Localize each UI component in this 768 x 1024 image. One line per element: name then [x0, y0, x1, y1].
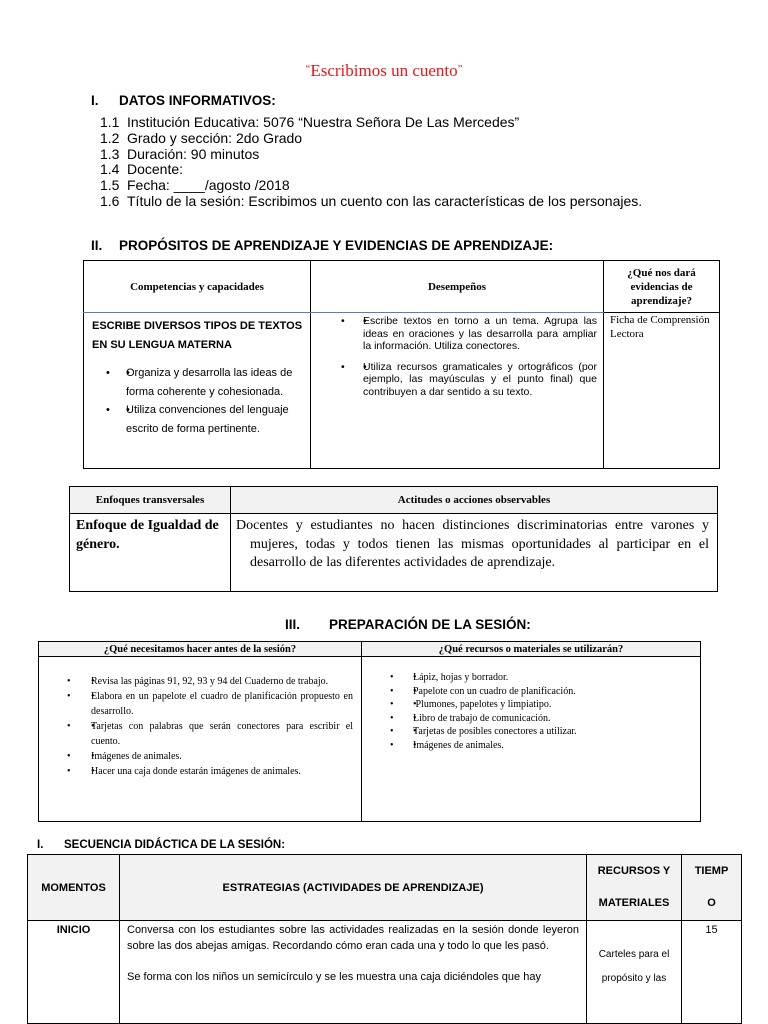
section-heading-preparacion: III. PREPARACIÓN DE LA SESIÓN:	[285, 617, 531, 632]
antes-item: • • Tarjetas con palabras que serán conectores para escribir el cuento.	[39, 719, 353, 749]
recursos-inicio: Carteles para el propósito y las	[587, 921, 682, 1024]
col-desempenos-header: Desempeños	[311, 261, 604, 313]
actitud-cell: Docentes y estudiantes no hacen distinciones discriminatorias entre varones y mujeres, todas y todos tienen las mismas oportunidades al participar en el desarrollo de las diferentes actividades de aprendizaje.	[231, 514, 718, 592]
preparacion-table	[38, 641, 701, 822]
col-recursos-materiales-header: RECURSOS Y MATERIALES	[587, 855, 682, 921]
datos-item: 1.5 Fecha: ____/agosto /2018	[100, 177, 290, 194]
session-title: “Escribimos un cuento”	[305, 61, 463, 80]
col-competencias-header: Competencias y capacidades	[84, 261, 311, 313]
antes-item: • • Elabora en un papelote el cuadro de planificación propuesto en desarrollo.	[39, 689, 353, 719]
estrategia-inicio: Conversa con los estudiantes sobre las actividades realizadas en la sesión donde leyeron sobre las dos abejas amigas. Recordando cómo eran cada una y todo lo que les pasó. Se forma con los niños un semicírculo y se les muestra una caja diciéndoles que hay	[120, 921, 587, 1024]
col-recursos-header: ¿Qué recursos o materiales se utilizarán?	[362, 642, 701, 657]
recursos-cell	[362, 657, 701, 822]
antes-item: • • Revisa las páginas 91, 92, 93 y 94 del Cuaderno de trabajo.	[39, 674, 353, 689]
section-heading-datos: I. DATOS INFORMATIVOS:	[91, 93, 276, 108]
recurso-item: • • Lápiz, hojas y borrador.	[362, 671, 694, 685]
datos-item: 1.2 Grado y sección: 2do Grado	[100, 129, 303, 146]
tiempo-inicio: 15	[682, 921, 742, 1024]
col-actitudes-header: Actitudes o acciones observables	[231, 487, 718, 514]
recurso-item: • • Libro de trabajo de comunicación.	[362, 712, 694, 726]
datos-item: 1.6 Título de la sesión: Escribimos un cuento con las características de los personajes.	[100, 192, 643, 209]
antes-cell	[39, 657, 362, 822]
antes-item: • • Hacer una caja donde estarán imágenes de animales.	[39, 764, 353, 779]
capacidad-item: • • Organiza y desarrolla las ideas de forma coherente y cohesionada.	[89, 364, 304, 401]
recurso-item: • • Tarjetas de posibles conectores a utilizar.	[362, 725, 694, 739]
antes-item: • • Imágenes de animales.	[39, 749, 353, 764]
competencia-name: ESCRIBE DIVERSOS TIPOS DE TEXTOS EN SU LENGUA MATERNA	[92, 320, 303, 351]
datos-item: 1.3 Duración: 90 minutos	[100, 145, 260, 162]
momento-inicio: INICIO	[28, 921, 120, 1024]
evidencia-cell: Ficha de Comprensión Lectora	[604, 313, 720, 469]
col-momentos-header: MOMENTOS	[28, 855, 120, 921]
datos-item: 1.4 Docente:	[100, 161, 184, 178]
recurso-item: • • Papelote con un cuadro de planificación.	[362, 685, 694, 699]
desempenos-cell	[311, 313, 604, 469]
datos-item: 1.1 Institución Educativa: 5076 “Nuestra Señora De Las Mercedes”	[100, 114, 520, 130]
col-antes-header: ¿Qué necesitamos hacer antes de la sesión?	[39, 642, 362, 657]
competencias-cell	[84, 313, 311, 469]
recurso-item: • • Plumones, papelotes y limpiatipo.	[362, 698, 694, 712]
desempeno-item: • • Utiliza recursos gramaticales y ortográficos (por ejemplo, las mayúsculas y el punto final) que contribuyen a dar sentido a su texto.	[317, 361, 597, 399]
datos-list	[100, 115, 642, 210]
col-enfoques-header: Enfoques transversales	[70, 487, 231, 514]
section-heading-propositos: II. PROPÓSITOS DE APRENDIZAJE Y EVIDENCIAS DE APRENDIZAJE:	[91, 238, 554, 253]
recurso-item: • • Imágenes de animales.	[362, 739, 694, 753]
secuencia-table	[27, 854, 742, 1024]
enfoques-table	[69, 486, 718, 592]
propositos-table	[83, 260, 720, 469]
col-estrategias-header: ESTRATEGIAS (ACTIVIDADES DE APRENDIZAJE)	[120, 855, 587, 921]
section-heading-secuencia: I. SECUENCIA DIDÁCTICA DE LA SESIÓN:	[37, 839, 286, 851]
capacidad-item: • • Utiliza convenciones del lenguaje escrito de forma pertinente.	[89, 401, 304, 438]
desempeno-item: • • Escribe textos en torno a un tema. Agrupa las ideas en oraciones y las desarrolla para ampliar la información. Utiliza conectores.	[317, 315, 597, 353]
col-evidencias-header: ¿Qué nos dará evidencias de aprendizaje?	[604, 261, 720, 313]
col-tiempo-header: TIEMP O	[682, 855, 742, 921]
enfoque-cell: Enfoque de Igualdad de género.	[70, 514, 231, 592]
